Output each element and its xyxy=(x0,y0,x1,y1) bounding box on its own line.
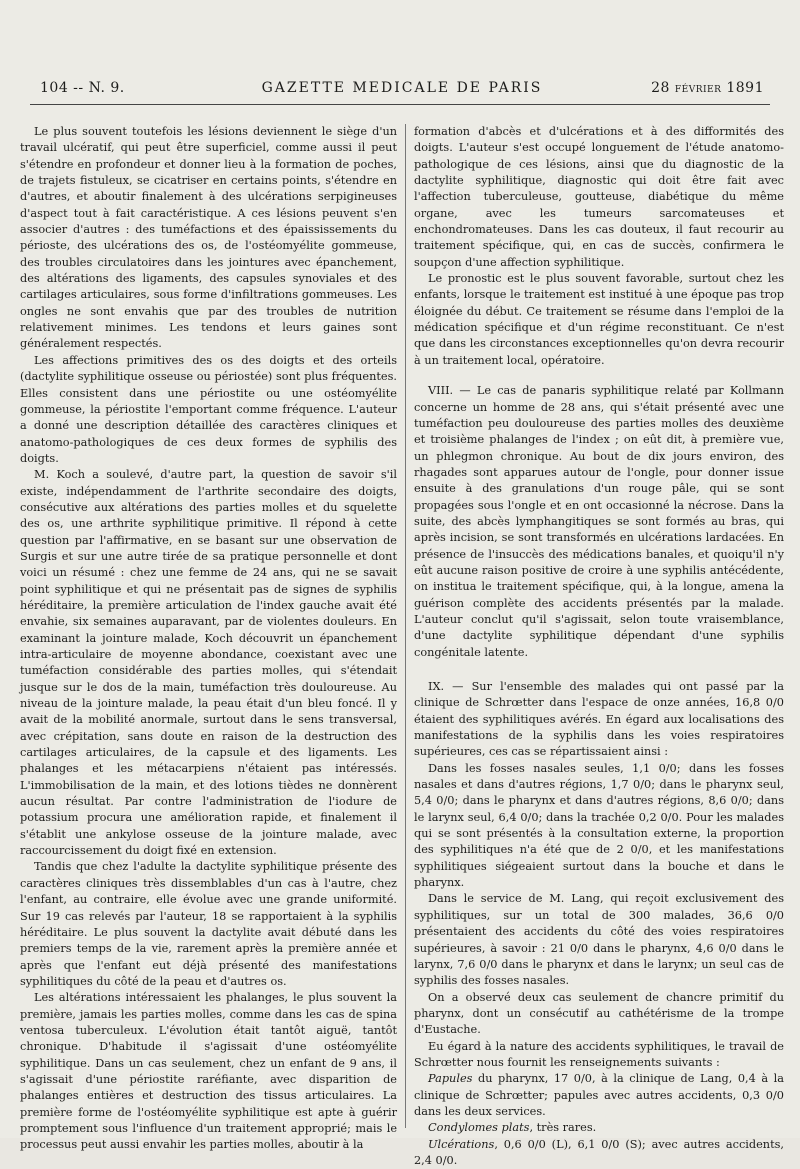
paragraph-text: , très rares. xyxy=(529,1121,597,1135)
paragraph: Tandis que chez l'adulte la dactylite syphilitique présente des caractères cliniques très dissemblables d'un cas à l'autre, chez l'enfant, au contraire, elle évolue avec une grande uniformité. Sur 19 cas relevés par l'auteur, 18 se rapportaient à la syphilis héréditaire. Le plus souvent la dactylite avait débuté dans les premiers temps de la vie, rarement après la première année et après que l'enfant eut déjà présenté des manifestations syphilitiques du côté de la peau et d'autres os. xyxy=(20,860,397,988)
paragraph: On a observé deux cas seulement de chancre primitif du pharynx, dont un consécutif au cathétérisme de la trompe d'Eustache. xyxy=(414,990,784,1037)
paragraph-text: , 0,6 0/0 (L), 6,1 0/0 (S); avec autres accidents, 2,4 0/0. xyxy=(414,1137,784,1167)
paragraph: formation d'abcès et d'ulcérations et à des difformités des doigts. L'auteur s'est occupé longuement de l'étude anatomo-pathologique de ces lésions, ainsi que du diagnostic de la dactylite syphilitique, diagnostic qui doit être fait avec l'affection tuberculeuse, goutteuse, diabétique du même organe, avec les tumeurs sarcomateuses et enchondromateuses. Dans les cas douteux, il faut recourir au traitement spécifique, qui, en cas de succès, confirmera le soupçon d'une affection syphilitique. xyxy=(414,125,784,269)
paragraph: Le pronostic est le plus souvent favorable, surtout chez les enfants, lorsque le traitement est institué à une époque pas trop éloignée du début. Ce traitement se résume dans l'emploi de la médication spécifique et d'un régime reconstituant. Ce n'est que dans les circonstances exceptionnelles qu'on devra recourir à un traitement local, opératoire. xyxy=(414,272,784,367)
paragraph-text: du pharynx, 17 0/0, à la clinique de Lang, 0,4 à la clinique de Schrœtter; papules avec autres accidents, 0,3 0/0 dans les deux services. xyxy=(414,1072,784,1118)
paragraph xyxy=(414,1137,784,1169)
right-column xyxy=(414,124,784,1169)
paragraph: M. Koch a soulevé, d'autre part, la question de savoir s'il existe, indépendamment de l'arthrite secondaire des doigts, consécutive aux altérations des parties molles et du squelette des os, une arthrite syphilitique primitive. Il répond à cette question par l'affirmative, en se basant sur une observation de Surgis et sur une autre tirée de sa pratique personnelle et dont voici un résumé : chez une femme de 24 ans, qui ne se savait point syphilitique et qui ne présentait pas de signes de syphilis héréditaire, la première articulation de l'index gauche avait été envahie, six semaines auparavant, par de violentes douleurs. En examinant la jointure malade, Koch découvrit un épanchement intra-articulaire de moyenne abondance, coexistant avec une tuméfaction considérable des parties molles, qui s'étendait jusque sur le dos de la main, tuméfaction très douloureuse. Au niveau de la jointure malade, la peau était d'un bleu foncé. Il y avait de la mobilité anormale, surtout dans le sens transversal, avec crépitation, sans doute en raison de la destruction des cartilages articulaires, de la capsule et des ligaments. Les phalanges et les métacarpiens n'étaient pas intéressés. L'immobilisation de la main, et des lotions tièdes ne donnèrent aucun résultat. Par contre l'administration de l'iodure de potassium procura une amélioration rapide, et finalement il s'établit une ankylose osseuse de la jointure malade, avec raccourcissement du doigt fixé en extension. xyxy=(20,468,397,858)
header-rule xyxy=(30,104,770,105)
term-ulcerations: Ulcérations xyxy=(428,1137,495,1151)
column-divider xyxy=(405,124,406,1128)
date-day: 28 xyxy=(651,80,670,96)
page-number: 104 -- N. 9. xyxy=(40,80,125,96)
paragraph: Dans les fosses nasales seules, 1,1 0/0; dans les fosses nasales et dans d'autres régions, 1,7 0/0; dans le pharynx seul, 5,4 0/0; dans le pharynx et dans d'autres régions, 8,6 0/0; dans le larynx seul, 6,4 0/0; dans la trachée 0,2 0/0. Pour les malades qui se sont présentés à la consultation externe, la proportion des syphilitiques n'a été que de 2 0/0, et les manifestations syphilitiques siégeaient surtout dans la bouche et dans le pharynx. xyxy=(414,761,784,890)
journal-title: GAZETTE MEDICALE DE PARIS xyxy=(261,80,543,96)
paragraph: Le plus souvent toutefois les lésions deviennent le siège d'un travail ulcératif, qui peut être superficiel, comme aussi il peut s'étendre en profondeur et donner lieu à la formation de poches, de trajets fistuleux, se cicatriser en certains points, s'étendre en d'autres, et aboutir finalement à des ulcérations serpigineuses d'aspect tout à fait caractéristique. A ces lésions peuvent s'en associer d'autres : des tuméfactions et des épaississements du périoste, des ulcérations des os, de l'ostéomyélite gommeuse, des troubles circulatoires dans les jointures avec épanchement, des altérations des ligaments, des capsules synoviales et des cartilages articulaires, sous forme d'infiltrations gommeuses. Les ongles ne sont envahis que par des troubles de nutrition relativement minimes. Les tendons et leurs gaines sont généralement respectés. xyxy=(20,125,397,351)
term-papules: Papules xyxy=(428,1072,473,1086)
term-condylomes: Condylomes plats xyxy=(428,1121,530,1135)
section-ix: IX. — Sur l'ensemble des malades qui ont passé par la clinique de Schrœtter dans l'espace de onze années, 16,8 0/0 étaient des syphilitiques avérés. En égard aux localisations des manifestations de la syphilis dans les voies respiratoires supérieures, ces cas se répartissaient ainsi : xyxy=(414,680,784,759)
issue-date xyxy=(651,80,764,96)
left-column xyxy=(20,124,397,1154)
paragraph: Eu égard à la nature des accidents syphilitiques, le travail de Schrœtter nous fournit les renseignements suivants : xyxy=(414,1039,784,1069)
section-viii: VIII. — Le cas de panaris syphilitique relaté par Kollmann concerne un homme de 28 ans, qui s'était présenté avec une tuméfaction peu douloureuse des parties molles des deuxième et troisième phalanges de l'index ; on eût dit, à première vue, un phlegmon chronique. Au bout de dix jours environ, des rhagades sont apparues autour de l'ongle, pour donner issue ensuite à des granulations d'un rouge pâle, qui se sont propagées sous l'ongle et en ont occasionné la nécrose. Dans la suite, des abcès lymphangitiques se sont formés au bras, qui après incision, se sont transformés en ulcérations lardacées. En présence de l'insuccès des médications banales, et quoiqu'il n'y eût aucune raison positive de croire à une syphilis antécédente, on institua le traitement spécifique, qui, à la longue, amena la guérison complète des accidents présentés par la malade. L'auteur conclut qu'il s'agissait, selon toute vraisemblance, d'une dactylite syphilitique dépendant d'une syphilis congénitale latente. xyxy=(414,384,784,659)
paragraph xyxy=(414,1071,784,1120)
paragraph: Les altérations intéressaient les phalanges, le plus souvent la première, jamais les parties molles, comme dans les cas de spina ventosa tuberculeux. L'évolution était tantôt aiguë, tantôt chronique. D'habitude il s'agissait d'une ostéomyélite syphilitique. Dans un cas seulement, chez un enfant de 9 ans, il s'agissait d'une périostite raréfiante, avec disparition de phalanges entières et destruction des tissus articulaires. La première forme de l'ostéomyélite syphilitique est apte à guérir promptement sous l'influence d'un traitement approprié; mais le processus peut aussi envahir les parties molles, aboutir à la xyxy=(20,991,397,1152)
paragraph xyxy=(414,1120,784,1136)
paragraph: Dans le service de M. Lang, qui reçoit exclusivement des syphilitiques, sur un total de 300 malades, 36,6 0/0 présentaient des accidents du côté des voies respiratoires supérieures, à savoir : 21 0/0 dans le pharynx, 4,6 0/0 dans le larynx, 7,6 0/0 dans le pharynx et dans le larynx; un seul cas de syphilis des fosses nasales. xyxy=(414,892,784,988)
date-month: FÉVRIER xyxy=(674,85,722,95)
date-year: 1891 xyxy=(726,80,764,96)
page-header xyxy=(40,80,764,102)
paragraph: Les affections primitives des os des doigts et des orteils (dactylite syphilitique osseuse ou périostée) sont plus fréquentes. Elles consistent dans une périostite ou une ostéomyélite gommeuse, la périostite l'emportant comme fréquence. L'auteur a donné une description détaillée des caractères cliniques et anatomo-pathologiques de ces deux formes de syphilis des doigts. xyxy=(20,353,397,465)
